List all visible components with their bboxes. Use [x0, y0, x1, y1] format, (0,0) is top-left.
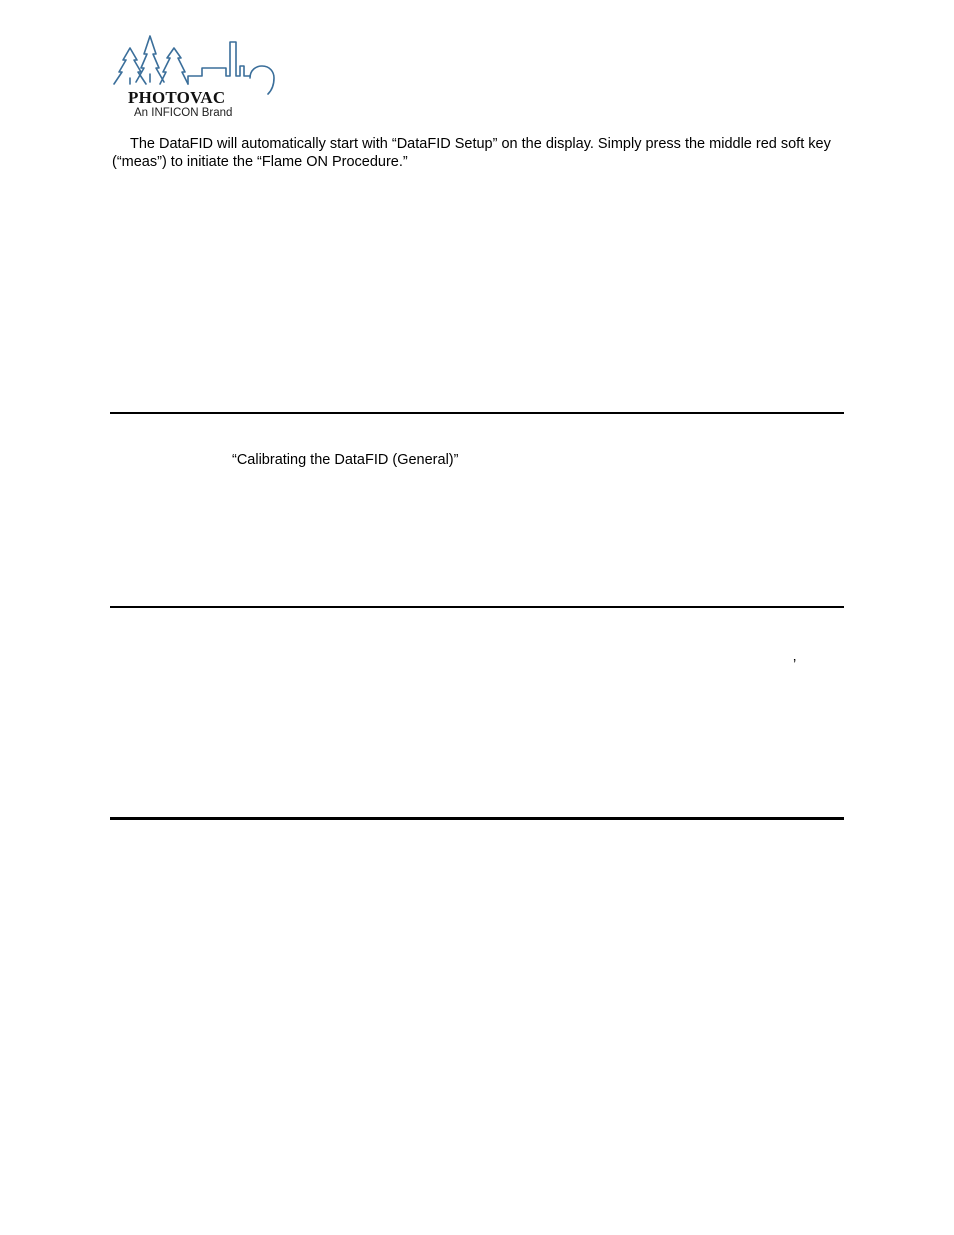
brand-tagline: An INFICON Brand [134, 107, 233, 119]
photovac-logo [110, 32, 280, 122]
cross-reference-title: “Calibrating the DataFID (General)” [232, 452, 459, 468]
intro-paragraph [112, 135, 842, 171]
section-divider-3 [110, 817, 844, 820]
intro-text: The DataFID will automatically start with “DataFID Setup” on the display. Simply press the middle red soft key (“meas”) to initiate the “Flame ON Procedure.” [112, 136, 831, 170]
section-divider-1 [110, 412, 844, 414]
brand-name: PHOTOVAC [128, 88, 226, 107]
section-divider-2 [110, 606, 844, 608]
stray-mark: ’ [793, 657, 797, 673]
